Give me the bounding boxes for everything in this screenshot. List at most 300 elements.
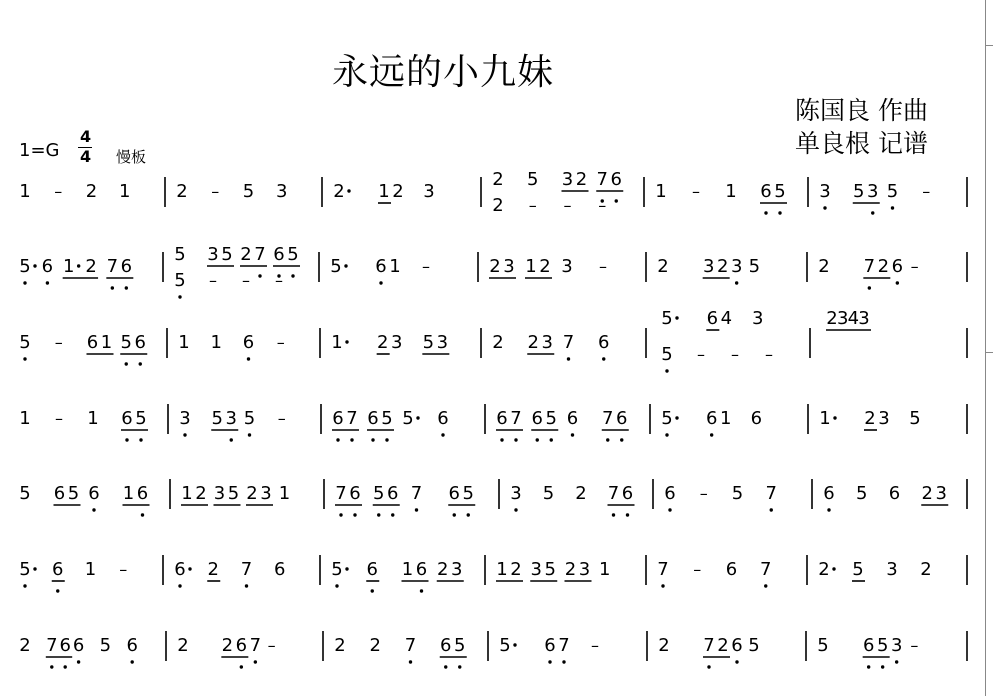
octave-dot	[111, 286, 114, 289]
note-1: 1	[725, 181, 737, 202]
octave-dot	[602, 357, 605, 360]
note-6: 6	[888, 483, 901, 504]
note-6: 6	[332, 408, 344, 429]
octave-dot	[139, 362, 142, 365]
sustain-dash: –	[242, 271, 250, 290]
note-3: 3	[510, 483, 522, 504]
octave-dot	[353, 513, 356, 516]
sustain-dash: –	[119, 560, 128, 579]
note-3: 3	[561, 169, 574, 190]
note-5: 5	[542, 483, 555, 504]
octave-dot	[764, 211, 767, 214]
note-1: 1	[178, 332, 190, 353]
note-3: 3	[819, 181, 831, 202]
note-3: 3	[207, 244, 219, 265]
sustain-dash: –	[699, 484, 708, 503]
octave-dot	[131, 660, 134, 663]
note-6: 6	[59, 635, 71, 656]
octave-dot	[139, 438, 142, 441]
sustain-dash: –	[692, 182, 700, 201]
note-5: 5	[381, 408, 393, 429]
note-7: 7	[607, 483, 620, 504]
octave-dot	[336, 438, 339, 441]
note-6: 6	[367, 408, 379, 429]
window-edge	[985, 0, 986, 696]
note-6: 6	[136, 483, 149, 504]
sustain-dash: –	[910, 636, 919, 655]
window-edge-tick	[986, 45, 993, 46]
note-7: 7	[703, 635, 715, 656]
note-5: 5	[19, 559, 31, 580]
octave-dot	[823, 206, 826, 209]
note-5: 5	[856, 483, 868, 504]
note-2: 2	[221, 635, 234, 656]
note-3: 3	[751, 308, 764, 329]
octave-dot	[33, 567, 36, 570]
note-3: 3	[179, 408, 191, 429]
octave-dot	[735, 281, 738, 284]
note-6: 6	[706, 308, 719, 329]
note-5: 5	[853, 181, 865, 202]
octave-dot	[458, 665, 461, 668]
note-5: 5	[499, 635, 511, 656]
octave-dot	[335, 584, 338, 587]
note-2: 2	[177, 635, 189, 656]
note-2: 2	[717, 635, 729, 656]
note-3: 3	[541, 332, 553, 353]
note-6: 6	[134, 332, 146, 353]
sustain-dash: –	[275, 271, 283, 290]
sustain-dash: –	[599, 257, 607, 276]
note-3: 3	[436, 332, 449, 353]
note-5: 5	[454, 635, 466, 656]
octave-dot	[453, 513, 456, 516]
note-5: 5	[661, 308, 673, 329]
octave-dot	[896, 281, 899, 284]
time-signature-top: 4	[80, 127, 92, 146]
octave-dot	[514, 438, 517, 441]
note-5: 5	[99, 635, 112, 656]
note-5: 5	[886, 181, 899, 202]
note-6: 6	[274, 559, 286, 580]
note-5: 5	[545, 408, 557, 429]
note-3: 3	[836, 308, 849, 329]
sustain-dash: –	[922, 182, 931, 201]
octave-dot	[567, 357, 570, 360]
octave-dot	[833, 416, 836, 419]
note-2: 2	[334, 635, 346, 656]
note-7: 7	[602, 408, 614, 429]
note-6: 6	[705, 408, 718, 429]
sustain-dash: –	[209, 271, 217, 290]
sustain-dash: –	[693, 560, 702, 579]
octave-dot	[56, 589, 59, 592]
note-6: 6	[891, 256, 904, 277]
note-6: 6	[664, 483, 676, 504]
octave-dot	[254, 660, 257, 663]
octave-dot	[615, 199, 618, 202]
octave-dot	[77, 660, 80, 663]
note-5: 5	[731, 483, 744, 504]
octave-dot	[665, 369, 668, 372]
sustain-dash: –	[910, 257, 919, 276]
octave-dot	[868, 286, 871, 289]
note-2: 2	[920, 559, 932, 580]
note-6: 6	[349, 483, 361, 504]
octave-dot	[675, 416, 678, 419]
note-5: 5	[876, 635, 889, 656]
key-signature: 1=G	[19, 140, 60, 161]
octave-dot	[345, 567, 348, 570]
note-2: 2	[921, 483, 933, 504]
note-3: 3	[503, 256, 515, 277]
note-2: 2	[246, 483, 258, 504]
note-5: 5	[402, 408, 414, 429]
note-2: 2	[489, 256, 501, 277]
note-5: 5	[748, 635, 760, 656]
sustain-dash: –	[211, 182, 220, 201]
note-2: 2	[657, 256, 669, 277]
octave-dot	[23, 357, 26, 360]
note-5: 5	[544, 559, 556, 580]
note-3: 3	[878, 408, 890, 429]
note-1: 1	[122, 483, 135, 504]
octave-dot	[183, 433, 186, 436]
note-4: 4	[720, 308, 733, 329]
note-2: 2	[176, 181, 188, 202]
note-1: 1	[819, 408, 831, 429]
tempo-marking: 慢板	[116, 148, 147, 166]
octave-dot	[291, 274, 294, 277]
note-5: 5	[287, 244, 299, 265]
note-5: 5	[174, 244, 186, 265]
notation-layer	[19, 169, 967, 669]
note-6: 6	[415, 559, 428, 580]
note-7: 7	[254, 244, 266, 265]
octave-dot	[63, 665, 66, 668]
note-7: 7	[558, 635, 570, 656]
octave-dot	[350, 438, 353, 441]
octave-dot	[710, 433, 713, 436]
note-6: 6	[616, 408, 628, 429]
note-6: 6	[41, 256, 54, 277]
note-6: 6	[126, 635, 138, 656]
sustain-dash: –	[54, 333, 63, 352]
note-6: 6	[566, 408, 579, 429]
note-2: 2	[85, 256, 97, 277]
sustain-dash: –	[277, 409, 286, 428]
octave-dot	[178, 584, 181, 587]
note-3: 3	[561, 256, 573, 277]
note-2: 2	[376, 332, 389, 353]
note-1: 1	[278, 483, 291, 504]
note-7: 7	[240, 559, 253, 580]
note-6: 6	[53, 483, 66, 504]
sustain-dash: –	[55, 409, 63, 428]
sustain-dash: –	[598, 196, 607, 215]
octave-dot	[50, 665, 53, 668]
octave-dot	[248, 433, 251, 436]
note-6: 6	[120, 256, 133, 277]
note-3: 3	[578, 559, 591, 580]
time-signature-bottom: 4	[80, 147, 92, 166]
sustain-dash: –	[54, 182, 63, 201]
sustain-dash: –	[267, 636, 276, 655]
note-1: 1	[87, 408, 99, 429]
composer-credit: 陈国良 作曲	[795, 96, 928, 125]
octave-dot	[668, 508, 671, 511]
octave-dot	[562, 660, 565, 663]
sustain-dash: –	[563, 196, 572, 215]
note-3: 3	[890, 635, 903, 656]
note-2: 2	[492, 195, 504, 216]
octave-dot	[665, 433, 668, 436]
note-7: 7	[46, 635, 58, 656]
note-5: 5	[120, 332, 132, 353]
octave-dot	[125, 286, 128, 289]
note-1: 1	[119, 181, 131, 202]
note-6: 6	[242, 332, 255, 353]
octave-dot	[46, 281, 49, 284]
note-6: 6	[121, 408, 133, 429]
note-7: 7	[863, 256, 876, 277]
note-3: 3	[276, 181, 288, 202]
octave-dot	[125, 438, 128, 441]
note-2: 2	[333, 181, 345, 202]
note-2: 2	[575, 483, 587, 504]
note-2: 2	[539, 256, 551, 277]
note-7: 7	[760, 559, 772, 580]
note-2: 2	[826, 308, 838, 329]
note-5: 5	[243, 408, 256, 429]
octave-dot	[548, 660, 551, 663]
octave-dot	[391, 513, 394, 516]
note-6: 6	[448, 483, 460, 504]
note-1: 1	[84, 559, 97, 580]
octave-dot	[441, 433, 444, 436]
sustain-dash: –	[731, 345, 739, 364]
note-5: 5	[817, 635, 829, 656]
note-5: 5	[462, 483, 474, 504]
note-6: 6	[823, 483, 835, 504]
note-2: 2	[818, 559, 830, 580]
note-5: 5	[661, 344, 673, 365]
note-6: 6	[437, 408, 449, 429]
octave-dot	[571, 433, 574, 436]
octave-dot	[661, 584, 664, 587]
note-5: 5	[221, 244, 233, 265]
note-6: 6	[731, 635, 743, 656]
octave-dot	[339, 513, 342, 516]
octave-dot	[345, 340, 348, 343]
note-6: 6	[366, 559, 378, 580]
note-5: 5	[211, 408, 223, 429]
octave-dot	[612, 513, 615, 516]
octave-dot	[871, 211, 874, 214]
note-3: 3	[390, 332, 403, 353]
octave-dot	[536, 438, 539, 441]
note-3: 3	[260, 483, 272, 504]
note-5: 5	[174, 270, 186, 291]
note-1: 1	[181, 483, 193, 504]
note-7: 7	[765, 483, 777, 504]
note-1: 1	[100, 332, 113, 353]
note-7: 7	[106, 256, 119, 277]
note-2: 2	[658, 635, 670, 656]
octave-dot	[23, 584, 26, 587]
note-2: 2	[510, 559, 522, 580]
octave-dot	[467, 513, 470, 516]
note-3: 3	[451, 559, 463, 580]
octave-dot	[513, 643, 516, 646]
octave-dot	[444, 665, 447, 668]
note-2: 2	[240, 244, 252, 265]
octave-dot	[735, 660, 738, 663]
note-6: 6	[440, 635, 452, 656]
note-6: 6	[235, 635, 248, 656]
note-6: 6	[496, 408, 508, 429]
note-6: 6	[72, 635, 85, 656]
window-edge-tick	[986, 352, 993, 353]
note-2: 2	[19, 635, 31, 656]
note-5: 5	[330, 256, 342, 277]
note-6: 6	[387, 483, 399, 504]
octave-dot	[379, 281, 382, 284]
octave-dot	[626, 513, 629, 516]
note-5: 5	[19, 332, 31, 353]
note-2: 2	[575, 169, 588, 190]
note-6: 6	[52, 559, 64, 580]
note-7: 7	[346, 408, 358, 429]
note-5: 5	[242, 181, 255, 202]
note-5: 5	[227, 483, 240, 504]
octave-dot	[258, 274, 261, 277]
octave-dot	[23, 281, 26, 284]
note-3: 3	[423, 181, 435, 202]
note-3: 3	[935, 483, 947, 504]
note-6: 6	[531, 408, 543, 429]
note-1: 1	[496, 559, 508, 580]
note-3: 3	[213, 483, 226, 504]
octave-dot	[895, 660, 898, 663]
note-2: 2	[818, 256, 830, 277]
note-5: 5	[19, 483, 31, 504]
note-7: 7	[510, 408, 522, 429]
octave-dot	[77, 264, 80, 267]
note-7: 7	[410, 483, 423, 504]
octave-dot	[125, 362, 128, 365]
octave-dot	[415, 508, 418, 511]
transcriber-credit: 单良根 记谱	[795, 129, 928, 158]
note-5: 5	[331, 559, 343, 580]
note-6: 6	[544, 635, 556, 656]
note-2: 2	[564, 559, 577, 580]
note-2: 2	[877, 256, 890, 277]
octave-dot	[141, 513, 144, 516]
note-5: 5	[527, 169, 539, 190]
note-6: 6	[725, 559, 738, 580]
note-5: 5	[748, 256, 761, 277]
note-1: 1	[210, 332, 222, 353]
note-5: 5	[422, 332, 435, 353]
note-6: 6	[750, 408, 763, 429]
note-7: 7	[562, 332, 575, 353]
sustain-dash: –	[528, 196, 537, 215]
note-6: 6	[88, 483, 100, 504]
octave-dot	[92, 508, 95, 511]
note-1: 1	[389, 256, 401, 277]
note-1: 1	[19, 408, 31, 429]
sustain-dash: –	[591, 636, 599, 655]
octave-dot	[377, 513, 380, 516]
octave-dot	[881, 665, 884, 668]
note-1: 1	[401, 559, 414, 580]
octave-dot	[409, 660, 412, 663]
octave-dot	[188, 567, 191, 570]
octave-dot	[550, 438, 553, 441]
note-5: 5	[774, 181, 786, 202]
note-6: 6	[273, 244, 285, 265]
octave-dot	[371, 438, 374, 441]
note-1: 1	[719, 408, 732, 429]
note-2: 2	[527, 332, 539, 353]
note-3: 3	[702, 256, 715, 277]
octave-dot	[827, 508, 830, 511]
note-2: 2	[392, 181, 404, 202]
sustain-dash: –	[697, 345, 705, 364]
note-1: 1	[62, 256, 75, 277]
octave-dot	[514, 508, 517, 511]
song-title: 永远的小九妹	[332, 52, 555, 93]
octave-dot	[230, 438, 233, 441]
note-7: 7	[335, 483, 347, 504]
note-2: 2	[864, 408, 876, 429]
note-3: 3	[858, 308, 870, 329]
note-6: 6	[598, 332, 610, 353]
octave-dot	[347, 189, 350, 192]
note-6: 6	[610, 169, 622, 190]
note-7: 7	[596, 169, 608, 190]
octave-dot	[620, 438, 623, 441]
octave-dot	[867, 665, 870, 668]
octave-dot	[344, 264, 347, 267]
note-5: 5	[135, 408, 147, 429]
note-7: 7	[657, 559, 669, 580]
note-3: 3	[530, 559, 542, 580]
note-6: 6	[862, 635, 875, 656]
note-1: 1	[525, 256, 537, 277]
note-2: 2	[492, 169, 504, 190]
octave-dot	[764, 584, 767, 587]
note-2: 2	[195, 483, 207, 504]
octave-dot	[385, 438, 388, 441]
note-6: 6	[760, 181, 772, 202]
note-1: 1	[655, 181, 667, 202]
note-1: 1	[378, 181, 390, 202]
note-1: 1	[599, 559, 611, 580]
note-6: 6	[174, 559, 186, 580]
note-2: 2	[716, 256, 729, 277]
note-5: 5	[661, 408, 673, 429]
note-4: 4	[847, 308, 860, 329]
note-2: 2	[207, 559, 219, 580]
note-6: 6	[375, 256, 387, 277]
note-5: 5	[852, 559, 864, 580]
note-3: 3	[730, 256, 743, 277]
sustain-dash: –	[765, 345, 773, 364]
octave-dot	[832, 567, 835, 570]
octave-dot	[420, 589, 423, 592]
